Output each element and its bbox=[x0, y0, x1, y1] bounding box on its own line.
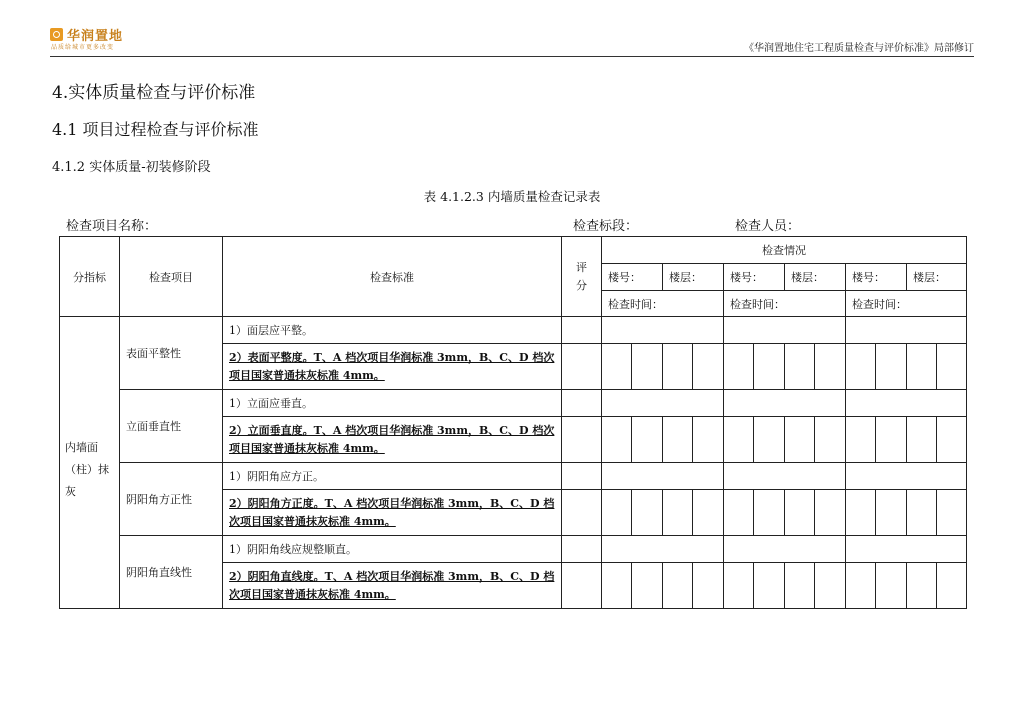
heading-level-2: 4.1 项目过程检查与评价标准 bbox=[52, 120, 259, 139]
standard-text-measure: 2）立面垂直度。T、A 档次项目华润标准 3mm，B、C、D 档次项目国家普通抹灰标准 4mm。 bbox=[223, 417, 562, 463]
standard-text-plain: 1）面层应平整。 bbox=[223, 317, 562, 344]
measure-point-cell[interactable] bbox=[663, 344, 693, 390]
measure-point-cell[interactable] bbox=[754, 417, 785, 463]
section-label: 检查标段： bbox=[573, 219, 639, 234]
measure-point-cell[interactable] bbox=[937, 563, 967, 609]
score-cell[interactable] bbox=[562, 390, 602, 417]
measure-point-cell[interactable] bbox=[693, 563, 724, 609]
measure-point-cell[interactable] bbox=[785, 417, 815, 463]
measure-point-cell[interactable] bbox=[846, 417, 876, 463]
measure-point-cell[interactable] bbox=[846, 490, 876, 536]
score-cell[interactable] bbox=[562, 344, 602, 390]
measure-point-cell[interactable] bbox=[632, 417, 663, 463]
result-cell[interactable] bbox=[602, 536, 724, 563]
col-header-item: 检查项目 bbox=[120, 237, 223, 317]
measure-point-cell[interactable] bbox=[602, 563, 632, 609]
table-row bbox=[60, 317, 967, 344]
measure-point-cell[interactable] bbox=[693, 344, 724, 390]
measure-point-cell[interactable] bbox=[724, 344, 754, 390]
floor-cell[interactable]: 楼层： bbox=[785, 264, 846, 291]
check-item-cell: 表面平整性 bbox=[120, 317, 223, 390]
measure-point-cell[interactable] bbox=[876, 490, 907, 536]
measure-point-cell[interactable] bbox=[724, 563, 754, 609]
measure-point-cell[interactable] bbox=[663, 563, 693, 609]
measure-point-cell[interactable] bbox=[785, 344, 815, 390]
standard-text-measure: 2）阴阳角方正度。T、A 档次项目华润标准 3mm，B、C、D 档次项目国家普通抹灰标准 4mm。 bbox=[223, 490, 562, 536]
logo-mark-icon bbox=[50, 28, 63, 41]
measure-point-cell[interactable] bbox=[632, 563, 663, 609]
standard-text-plain: 1）阴阳角应方正。 bbox=[223, 463, 562, 490]
score-label-bottom: 分 bbox=[576, 278, 587, 292]
measure-point-cell[interactable] bbox=[815, 563, 846, 609]
measure-point-cell[interactable] bbox=[937, 344, 967, 390]
measure-point-cell[interactable] bbox=[693, 417, 724, 463]
result-cell[interactable] bbox=[724, 390, 846, 417]
page-header bbox=[50, 22, 974, 57]
standard-text-measure: 2）表面平整度。T、A 档次项目华润标准 3mm，B、C、D 档次项目国家普通抹灰标准 4mm。 bbox=[223, 344, 562, 390]
indicator-cell bbox=[60, 317, 120, 609]
inspection-time-cell[interactable]: 检查时间： bbox=[724, 291, 846, 317]
score-cell[interactable] bbox=[562, 317, 602, 344]
check-item-cell: 阴阳角直线性 bbox=[120, 536, 223, 609]
score-cell[interactable] bbox=[562, 417, 602, 463]
result-cell[interactable] bbox=[602, 390, 724, 417]
running-title: 《华润置地住宅工程质量检查与评价标准》局部修订 bbox=[744, 43, 974, 54]
building-number-cell[interactable]: 楼号： bbox=[846, 264, 907, 291]
floor-cell[interactable]: 楼层： bbox=[663, 264, 724, 291]
measure-point-cell[interactable] bbox=[937, 490, 967, 536]
score-cell[interactable] bbox=[562, 536, 602, 563]
measure-point-cell[interactable] bbox=[876, 344, 907, 390]
result-cell[interactable] bbox=[724, 317, 846, 344]
col-header-standard: 检查标准 bbox=[223, 237, 562, 317]
result-cell[interactable] bbox=[846, 317, 967, 344]
measure-point-cell[interactable] bbox=[602, 417, 632, 463]
measure-point-cell[interactable] bbox=[846, 344, 876, 390]
standard-text-plain: 1）立面应垂直。 bbox=[223, 390, 562, 417]
floor-cell[interactable]: 楼层： bbox=[907, 264, 967, 291]
measure-point-cell[interactable] bbox=[632, 490, 663, 536]
logo-slogan: 品质给城市更多改变 bbox=[51, 44, 115, 51]
measure-point-cell[interactable] bbox=[754, 344, 785, 390]
measure-point-cell[interactable] bbox=[815, 490, 846, 536]
measure-point-cell[interactable] bbox=[815, 417, 846, 463]
measure-point-cell[interactable] bbox=[815, 344, 846, 390]
measure-point-cell[interactable] bbox=[663, 417, 693, 463]
result-cell[interactable] bbox=[846, 390, 967, 417]
measure-point-cell[interactable] bbox=[754, 563, 785, 609]
indicator-line: 灰 bbox=[65, 485, 76, 498]
table-row bbox=[60, 463, 967, 490]
col-header-situation: 检查情况 bbox=[602, 237, 967, 264]
col-header-indicator: 分指标 bbox=[60, 237, 120, 317]
measure-point-cell[interactable] bbox=[937, 417, 967, 463]
result-cell[interactable] bbox=[602, 317, 724, 344]
heading-level-1: 4.实体质量检查与评价标准 bbox=[52, 83, 256, 103]
col-header-score bbox=[562, 237, 602, 317]
measure-point-cell[interactable] bbox=[876, 417, 907, 463]
result-cell[interactable] bbox=[724, 463, 846, 490]
inspection-time-cell[interactable]: 检查时间： bbox=[602, 291, 724, 317]
result-cell[interactable] bbox=[724, 536, 846, 563]
measure-point-cell[interactable] bbox=[907, 563, 937, 609]
table-row bbox=[60, 390, 967, 417]
measure-point-cell[interactable] bbox=[876, 563, 907, 609]
measure-point-cell[interactable] bbox=[663, 490, 693, 536]
result-cell[interactable] bbox=[846, 536, 967, 563]
measure-point-cell[interactable] bbox=[632, 344, 663, 390]
check-item-cell: 立面垂直性 bbox=[120, 390, 223, 463]
inspection-time-cell[interactable]: 检查时间： bbox=[846, 291, 967, 317]
building-number-cell[interactable]: 楼号： bbox=[602, 264, 663, 291]
heading-level-3: 4.1.2 实体质量-初装修阶段 bbox=[52, 160, 211, 175]
measure-point-cell[interactable] bbox=[602, 344, 632, 390]
score-cell[interactable] bbox=[562, 563, 602, 609]
measure-point-cell[interactable] bbox=[693, 490, 724, 536]
measure-point-cell[interactable] bbox=[907, 417, 937, 463]
result-cell[interactable] bbox=[846, 463, 967, 490]
standard-text-plain: 1）阴阳角线应规整顺直。 bbox=[223, 536, 562, 563]
inspector-label: 检查人员： bbox=[735, 219, 801, 234]
table-caption: 表 4.1.2.3 内墙质量检查记录表 bbox=[423, 189, 601, 204]
measure-point-cell[interactable] bbox=[907, 344, 937, 390]
measure-point-cell[interactable] bbox=[724, 490, 754, 536]
score-label-top: 评 bbox=[576, 260, 587, 274]
indicator-line: （柱）抹 bbox=[65, 463, 109, 476]
standard-text-measure: 2）阴阳角直线度。T、A 档次项目华润标准 3mm，B、C、D 档次项目国家普通抹灰标准 4mm。 bbox=[223, 563, 562, 609]
measure-point-cell[interactable] bbox=[846, 563, 876, 609]
inspection-record-table bbox=[59, 236, 967, 609]
indicator-line: 内墙面 bbox=[65, 441, 98, 454]
measure-point-cell[interactable] bbox=[602, 490, 632, 536]
measure-point-cell[interactable] bbox=[724, 417, 754, 463]
measure-point-cell[interactable] bbox=[785, 563, 815, 609]
score-cell[interactable] bbox=[562, 490, 602, 536]
result-cell[interactable] bbox=[602, 463, 724, 490]
project-name-label: 检查项目名称： bbox=[66, 219, 158, 234]
measure-point-cell[interactable] bbox=[907, 490, 937, 536]
measure-point-cell[interactable] bbox=[785, 490, 815, 536]
logo-text: 华润置地 bbox=[67, 29, 124, 44]
building-number-cell[interactable]: 楼号： bbox=[724, 264, 785, 291]
table-row bbox=[60, 536, 967, 563]
check-item-cell: 阴阳角方正性 bbox=[120, 463, 223, 536]
score-cell[interactable] bbox=[562, 463, 602, 490]
measure-point-cell[interactable] bbox=[754, 490, 785, 536]
